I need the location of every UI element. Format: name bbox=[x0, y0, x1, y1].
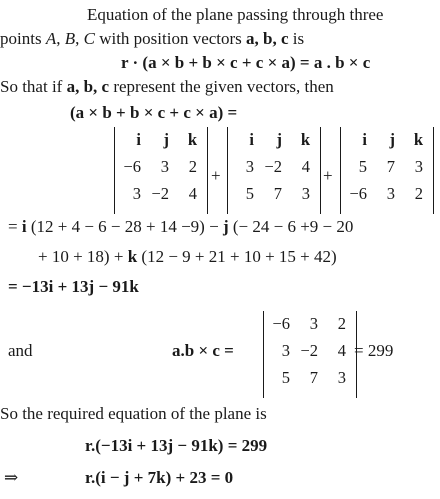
determinant-cell: −2 bbox=[151, 184, 169, 203]
j-coefficient-start: (− 24 − 6 +9 − 20 bbox=[228, 217, 354, 236]
determinant-cell: j bbox=[163, 130, 169, 149]
determinant-cell: 4 bbox=[301, 157, 310, 176]
determinant-1 bbox=[114, 127, 208, 214]
determinant-cell: 4 bbox=[337, 341, 346, 360]
implies-arrow: ⇒ bbox=[4, 468, 19, 487]
unit-k: k bbox=[127, 247, 138, 266]
determinant-cell: −6 bbox=[272, 314, 290, 333]
so-that-pre: So that if bbox=[0, 77, 67, 96]
determinant-cell: −2 bbox=[300, 341, 318, 360]
expansion-line-1 bbox=[8, 218, 353, 235]
intro-line-2 bbox=[0, 30, 304, 47]
determinant-cell: k bbox=[187, 130, 197, 149]
determinant-cell: 3 bbox=[337, 368, 346, 387]
determinant-cell: 3 bbox=[301, 184, 310, 203]
determinant-cell: 4 bbox=[188, 184, 197, 203]
j-coefficient-end: + 10 + 18) + bbox=[38, 247, 128, 266]
plane-equation-final: r.(i − j + 7k) + 23 = 0 bbox=[85, 468, 234, 487]
determinant-cell: 7 bbox=[309, 368, 318, 387]
determinant-cell: j bbox=[389, 130, 395, 149]
determinant-cell: 3 bbox=[132, 184, 141, 203]
determinant-cell: 5 bbox=[245, 184, 254, 203]
point-c: C bbox=[83, 29, 95, 48]
unit-i: i bbox=[21, 217, 27, 236]
determinant-abc bbox=[263, 311, 357, 398]
separator: , bbox=[56, 29, 65, 48]
intro-end-text: is bbox=[288, 29, 305, 48]
triple-product-expression: a.b × c = bbox=[172, 341, 234, 360]
intro-points-text: points bbox=[0, 29, 46, 48]
determinant-cell: i bbox=[249, 130, 254, 149]
k-coefficient: (12 − 9 + 21 + 10 + 15 + 42) bbox=[137, 247, 337, 266]
expansion-result: = −13i + 13j − 91k bbox=[8, 277, 139, 296]
determinant-cell: 5 bbox=[358, 157, 367, 176]
plane-equation-result: r.(−13i + 13j − 91k) = 299 bbox=[85, 436, 268, 455]
determinant-cell: i bbox=[136, 130, 141, 149]
determinant-2 bbox=[227, 127, 321, 214]
plane-equation: r · (a × b + b × c + c × a) = a . b × c bbox=[121, 53, 371, 72]
intro-line-1: Equation of the plane passing through three bbox=[87, 5, 384, 24]
separator: , bbox=[75, 29, 84, 48]
determinant-cell: i bbox=[362, 130, 367, 149]
determinant-cell: k bbox=[413, 130, 423, 149]
determinant-cell: 2 bbox=[337, 314, 346, 333]
equals-sign: = bbox=[8, 217, 22, 236]
determinant-cell: 3 bbox=[414, 157, 423, 176]
so-that-line bbox=[0, 78, 334, 95]
determinant-cell: 2 bbox=[414, 184, 423, 203]
i-coefficient: (12 + 4 − 6 − 28 + 14 −9) − bbox=[26, 217, 223, 236]
expansion-line-2 bbox=[38, 248, 337, 265]
intro-mid-text: with position vectors bbox=[94, 29, 247, 48]
determinant-cell: 5 bbox=[281, 368, 290, 387]
determinant-3 bbox=[340, 127, 434, 214]
determinant-cell: 7 bbox=[273, 184, 282, 203]
determinant-cell: −6 bbox=[123, 157, 141, 176]
triple-product-result: = 299 bbox=[354, 341, 394, 360]
determinant-cell: 2 bbox=[188, 157, 197, 176]
determinant-cell: j bbox=[276, 130, 282, 149]
determinant-cell: −6 bbox=[349, 184, 367, 203]
vector-list: a, b, c bbox=[246, 29, 289, 48]
determinant-cell: 7 bbox=[386, 157, 395, 176]
point-b: B bbox=[64, 29, 76, 48]
determinant-cell: 3 bbox=[245, 157, 254, 176]
determinant-cell: k bbox=[300, 130, 310, 149]
determinant-cell: 3 bbox=[309, 314, 318, 333]
and-label: and bbox=[8, 341, 33, 360]
point-a: A bbox=[45, 29, 57, 48]
determinant-cell: −2 bbox=[264, 157, 282, 176]
determinant-cell: 3 bbox=[160, 157, 169, 176]
vector-list-2: a, b, c bbox=[66, 77, 110, 96]
determinant-cell: 3 bbox=[281, 341, 290, 360]
determinant-cell: 3 bbox=[386, 184, 395, 203]
plus-sign: + bbox=[323, 166, 333, 185]
conclusion-text: So the required equation of the plane is bbox=[0, 404, 267, 423]
so-that-post: represent the given vectors, then bbox=[109, 77, 334, 96]
plus-sign: + bbox=[211, 166, 221, 185]
cross-sum-expression: (a × b + b × c + c × a) = bbox=[70, 103, 238, 122]
unit-j: j bbox=[222, 217, 229, 236]
